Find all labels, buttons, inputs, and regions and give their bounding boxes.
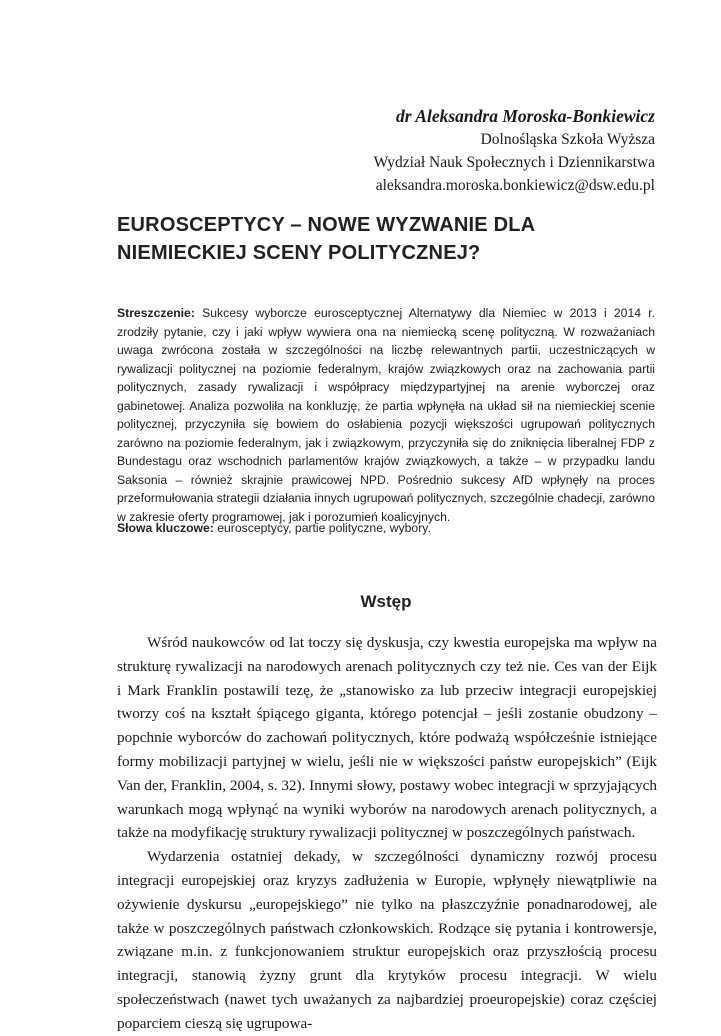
author-institution: Dolnośląska Szkoła Wyższa: [480, 131, 655, 148]
author-block: [90, 104, 655, 197]
keywords-label: Słowa kluczowe:: [117, 521, 214, 535]
body-text: [117, 631, 657, 1036]
author-name: dr Aleksandra Moroska-Bonkiewicz: [396, 106, 655, 126]
body-paragraph-1: Wśród naukowców od lat toczy się dyskusja, czy kwestia europejska ma wpływ na strukturę rywalizacji na narodowych arenach politycznych czy też nie. Ces van der Eijk i Mark Franklin postawili tezę, że „stanowisko za lub przeciw integracji europejskiej tworzy coś na kształt śpiącego giganta, którego potencjał – jeśli zostanie obudzony – popchnie wyborców do zachowań politycznych, które podważą współcześnie istniejące formy mobilizacji partyjnej w wielu, jeśli nie w większości państw europejskich” (Eijk Van der, Franklin, 2004, s. 32). Innymi słowy, postawy wobec integracji w sprzyjających warunkach mogą wpłynąć na wyniki wyborów na narodowych arenach politycznych, a także na modyfikację struktury rywalizacji politycznej w poszczególnych państwach.: [117, 634, 657, 842]
paper-title: [117, 211, 657, 267]
author-email[interactable]: aleksandra.moroska.bonkiewicz@dsw.edu.pl: [375, 177, 655, 194]
paper-title-line-2: NIEMIECKIEJ SCENY POLITYCZNEJ?: [117, 242, 481, 264]
body-paragraph-2: Wydarzenia ostatniej dekady, w szczególności dynamiczny rozwój procesu integracji europejskiej oraz kryzys zadłużenia w Europie, wpłynęły niewątpliwie na ożywienie dyskursu „europejskiego” nie tylko na płaszczyźnie ponadnarodowej, ale także w poszczególnych państwach członkowskich. Rodzące się pytania i kontrowersje, związane m.in. z funkcjonowaniem struktur europejskich oraz przyszłością procesu integracji, stanowią żyzny grunt dla krytyków procesu integracji. W wielu społeczeństwach (nawet tych uważanych za najbardziej proeuropejskie) coraz częściej poparciem cieszą się ugrupowa-: [117, 848, 657, 1032]
keywords-text: eurosceptycy, partie polityczne, wybory.: [213, 521, 431, 535]
keywords: [117, 519, 655, 537]
abstract-text: Sukcesy wyborcze eurosceptycznej Alternatywy dla Niemiec w 2013 i 2014 r. zrodziły pytanie, czy i jaki wpływ wywiera ona na niemiecką scenę polityczną. W rozważaniach uwaga zwrócona została w szczególności na liczbę relewantnych partii, uczestniczących w rywalizacji politycznej na poziomie federalnym, krajów związkowych oraz na zachowania partii politycznych, zasady rywalizacji i współpracy międzypartyjnej na arenie wyborczej oraz gabinetowej. Analiza pozwoliła na konkluzję, że partia wpłynęła na układ sił na niemieckiej scenie politycznej, przyczyniła się bowiem do osłabienia pozycji większości ugrupowań politycznych zarówno na poziomie federalnym, jak i związkowym, przyczyniła się do zniknięcia liberalnej FDP z Bundestagu oraz wschodnich parlamentów krajów związkowych, a także – w przypadku landu Saksonia – również skrajnie prawicowej NPD. Pośrednio sukcesy AfD wpłynęły na proces przeformułowania strategii działania innych ugrupowań politycznych, szczególnie chadecji, zarówno w zakresie oferty programowej, jak i porozumień koalicyjnych.: [117, 306, 655, 524]
section-title: Wstęp: [360, 592, 412, 611]
paper-title-line-1: EUROSCEPTYCY – NOWE WYZWANIE DLA: [117, 214, 536, 236]
abstract-label: Streszczenie:: [117, 306, 195, 320]
abstract: [117, 304, 655, 526]
author-faculty: Wydział Nauk Społecznych i Dziennikarstwa: [373, 154, 655, 171]
